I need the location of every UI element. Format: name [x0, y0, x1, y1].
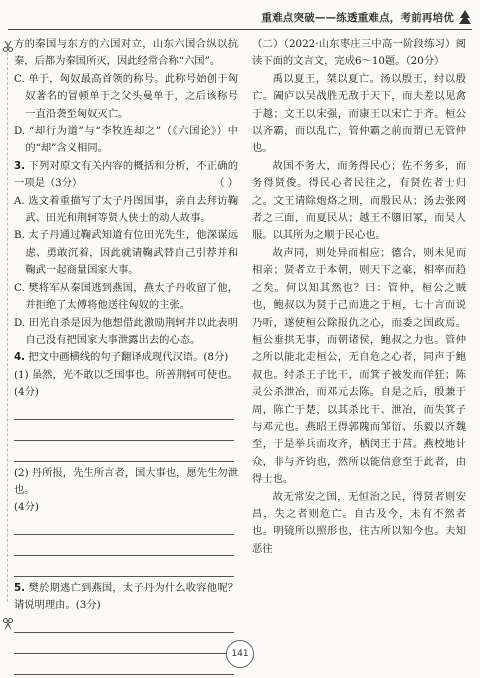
answer-line[interactable]: [14, 636, 234, 654]
q3-option-a: A. 选文着重描写了太子丹图国事，亲自去拜访鞠武、田光和荆轲等贤人侠士的动人故事。: [14, 194, 238, 225]
answer-line[interactable]: [14, 423, 234, 441]
scissors-icon: [3, 618, 13, 630]
q3-option-d: D. 田光自杀是因为他想借此激励荆轲并以此表明自己没有把国家大事泄露出去的心态。: [14, 316, 238, 346]
left-column: [14, 36, 238, 678]
header-rule: [8, 29, 472, 30]
question-5: 5. 樊於期逃亡到燕国，太子丹为什么收容他呢？请说明理由。(3分): [14, 581, 239, 612]
passage-paragraph-4: 故无常安之国，无恒治之民，得贤者则安昌，失之者则危亡。自古及今，未有不然者也。明镜所以照形也，往古所以知今也。夫知恶往: [252, 490, 466, 555]
option-d: D. “却行为道”与“李牧连却之”（《六国论》）中的“却”含义相同。: [14, 125, 238, 155]
q4-part-2: (2) 丹所报，先生所言者，国大事也，愿先生勿泄也。: [14, 466, 238, 496]
option-c: C. 单于，匈奴最高首领的称号。此称号始创于匈奴著名的冒顿单于之父头曼单于，之后该称号一直沿袭至匈奴灭亡。: [14, 72, 238, 120]
q4-part-1-points: (4分): [14, 386, 39, 399]
page-header: [236, 6, 472, 28]
passage-paragraph-3: 故声同，则处异而相应；德合，则未见而相亲；贤者立于本朝，则天下之豪，相率而趋之矣。何以知其然也？曰：管仲，桓公之贼也，鲍叔以为贤于己而进之于桓，七十言而说乃听，遂使桓公除报仇之心，而委之国政焉。桓公垂拱无事，而朝诸侯，鲍叔之力也。管仲之所以能北走桓公，无自危之心者，同声于鲍叔也。纣杀王子比干，而箕子被发而佯狂；陈灵公杀泄冶，而邓元去陈。自是之后，殷兼于周，陈亡于楚，以其杀比干、泄冶，而失箕子与邓元也。燕昭王得郭隗而邹衍、乐毅以齐魏至，于是举兵而攻齐，栖闵王于莒。燕校地计众，非与齐钧也，然所以能信意至于此者，由得士也。: [252, 246, 466, 486]
scissors-icon: [3, 40, 13, 52]
answer-line[interactable]: [14, 402, 234, 420]
q4-part-1: (1) 虽然，光不敢以乏国事也。所善荆轲可使也。: [14, 368, 238, 381]
answer-line[interactable]: [14, 615, 234, 633]
answer-line[interactable]: [14, 559, 234, 577]
q3-option-c: C. 樊将军从秦国逃到燕国，燕太子丹收留了他，并拒绝了太傅将他送往匈奴的主张。: [14, 281, 238, 312]
answer-line[interactable]: [14, 444, 234, 462]
page-number: 141: [226, 640, 254, 668]
q3-option-b: B. 太子丹通过鞠武知道有位田光先生，他深谋远虑、勇敢沉着，因此就请鞠武替自己引荐并和鞠武一起商量国家大事。: [14, 229, 238, 277]
passage-paragraph-1: 禹以夏王，桀以夏亡。汤以殷王，纣以殷亡。阖庐以吴战胜无敌于天下，而夫差以见禽于越；文王以宋强，而康王以宋亡于齐。桓公以齐霸，而以乱亡，管仲霸之前而谓已无管仲也。: [252, 72, 466, 155]
cut-line: [7, 42, 9, 602]
right-column: [252, 36, 466, 558]
q4-part-2-points: (4分): [14, 501, 39, 514]
answer-line[interactable]: [14, 517, 234, 535]
mountain-logo-icon: [458, 9, 472, 25]
header-title: 重难点突破——练透重难点，考前再培优: [261, 11, 454, 24]
question-3: 3. 下列对原文有关内容的概括和分析，不正确的一项是（3分） （ ）: [14, 159, 239, 190]
answer-line[interactable]: [14, 538, 234, 556]
option-b-continued: 方的秦国与东方的六国对立，山东六国合纵以抗秦，后都为秦国所灭，因此经常合称“六国”。: [14, 38, 238, 68]
section-heading: （二）（2022·山东枣庄三中高一阶段练习）阅读下面的文言文，完成6～10题。（20分）: [252, 38, 466, 68]
answer-line[interactable]: [14, 657, 234, 675]
question-4: 4. 把文中画横线的句子翻译成现代汉语。(8分): [14, 351, 229, 364]
passage-paragraph-2: 故国不务大，而务得民心；佐不务多，而务得贤俊。得民心者民往之，有贤佐者士归之。文王请除炮烙之刑，而殷民从；汤去张网者之三面，而夏民从；越王不隳旧冢，而吴人服。以其所为之顺于民心也。: [252, 159, 466, 242]
